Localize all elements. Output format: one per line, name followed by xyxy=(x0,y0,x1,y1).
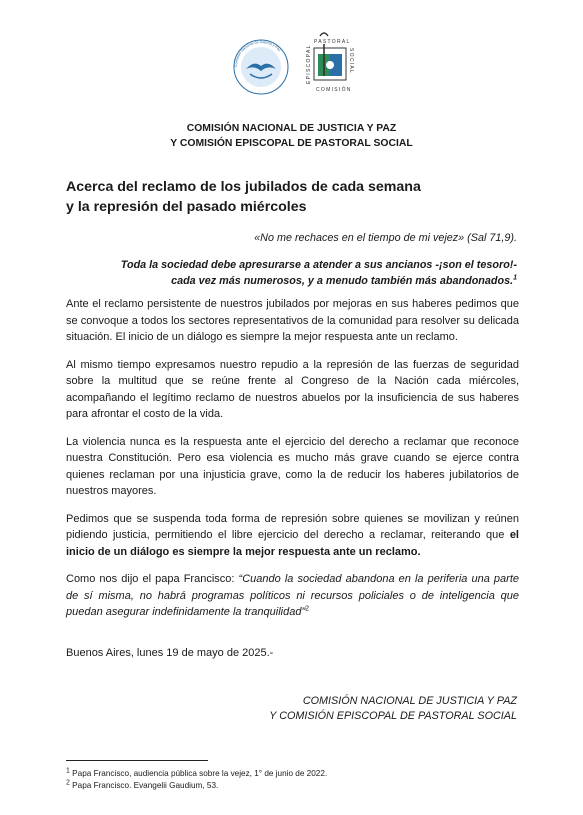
signature-line-1: COMISIÓN NACIONAL DE JUSTICIA Y PAZ xyxy=(302,695,517,707)
footnote-2-text: Papa Francisco. Evangelii Gaudium, 53. xyxy=(69,781,219,790)
footnote-1-text: Papa Francisco, audiencia pública sobre la vejez, 1° de junio de 2022. xyxy=(69,769,328,778)
document-header xyxy=(0,121,583,151)
logo2-left-text: EPISCOPAL xyxy=(306,44,312,84)
logo2-bottom-text: COMISIÓN xyxy=(316,87,352,93)
document-body xyxy=(66,296,519,632)
footnote-1 xyxy=(66,768,327,780)
quote-line-2-text: cada vez más numerosos, y a menudo también más abandonados. xyxy=(171,275,514,287)
logo2-right-text: SOCIAL xyxy=(348,48,354,75)
header-line-1: COMISIÓN NACIONAL DE JUSTICIA Y PAZ xyxy=(186,123,397,134)
footnote-1-number: 1 xyxy=(66,767,70,775)
footnote-2-number: 2 xyxy=(66,779,70,787)
pastoral-social-logo xyxy=(298,30,360,96)
paragraph-5 xyxy=(66,571,519,621)
footnote-divider xyxy=(66,760,208,761)
logo2-top-text: PASTORAL xyxy=(314,39,351,45)
paragraph-4-emphasis: el inicio de un diálogo es siempre la mejor respuesta ante un reclamo. xyxy=(66,529,519,558)
quote-line-2 xyxy=(121,273,517,289)
highlight-quote xyxy=(121,257,517,289)
paragraph-5-quote: “Cuando la sociedad abandona en la periferia una parte de sí misma, no habrá programas políticos ni recursos policiales o de inteligencia que puedan asegurar indefinidamente la tranquilidad” xyxy=(66,573,519,618)
footnote-2 xyxy=(66,780,327,792)
paragraph-2: Al mismo tiempo expresamos nuestro repudio a la represión de las fuerzas de seguridad sobre la multitud que se reúne frente al Congreso de la Nación cada miércoles, acompañando el legítimo reclamo de nuestros abuelos por la insuficiencia de sus haberes para afrontar el costo de la vida. xyxy=(66,358,519,420)
header-line-2: Y COMISIÓN EPISCOPAL DE PASTORAL SOCIAL xyxy=(170,138,413,149)
paragraph-1: Ante el reclamo persistente de nuestros jubilados por mejoras en sus haberes pedimos que se convoque a todos los sectores representativos de la comunidad para resolver su delicada situación. El inicio de un diálogo es siempre la mejor respuesta ante un reclamo. xyxy=(66,298,519,343)
title-line-2: y la represión del pasado miércoles xyxy=(66,199,307,215)
signature-block xyxy=(269,694,517,724)
document-date: Buenos Aires, lunes 19 de mayo de 2025.- xyxy=(66,647,274,659)
quote-line-1: Toda la sociedad debe apresurarse a atender a sus ancianos -¡son el tesoro!- xyxy=(120,259,517,271)
footnotes xyxy=(66,768,327,792)
justicia-y-paz-logo xyxy=(230,36,292,98)
footnote-ref-1[interactable]: 1 xyxy=(513,274,517,282)
signature-line-2: Y COMISIÓN EPISCOPAL DE PASTORAL SOCIAL xyxy=(269,710,517,722)
paragraph-5-intro: Como nos dijo el papa Francisco: xyxy=(66,573,239,585)
footnote-ref-2[interactable]: 2 xyxy=(305,605,310,613)
paragraph-4 xyxy=(66,511,519,561)
paragraph-4-text: Pedimos que se suspenda toda forma de represión sobre quienes se movilizan y reúnen pidiendo justicia, permitiendo el libre ejercicio del derecho a reclamar, reiterando que xyxy=(66,512,519,541)
logo1-ring-text: Comisión Nacional de Justicia y Paz xyxy=(233,39,282,68)
title-line-1: Acerca del reclamo de los jubilados de cada semana xyxy=(66,179,421,195)
epigraph: «No me rechaces en el tiempo de mi vejez» (Sal 71,9). xyxy=(254,232,517,244)
document-title xyxy=(66,177,421,217)
logos xyxy=(230,30,360,100)
paragraph-3: La violencia nunca es la respuesta ante el ejercicio del derecho a reclamar que reconoce nuestra Constitución. Pero esa violencia es mucho más grave cuando se ejerce contra quienes reclaman por una injusticia grave, como la de reducir los haberes jubilatorios de nuestros mayores. xyxy=(66,435,519,497)
